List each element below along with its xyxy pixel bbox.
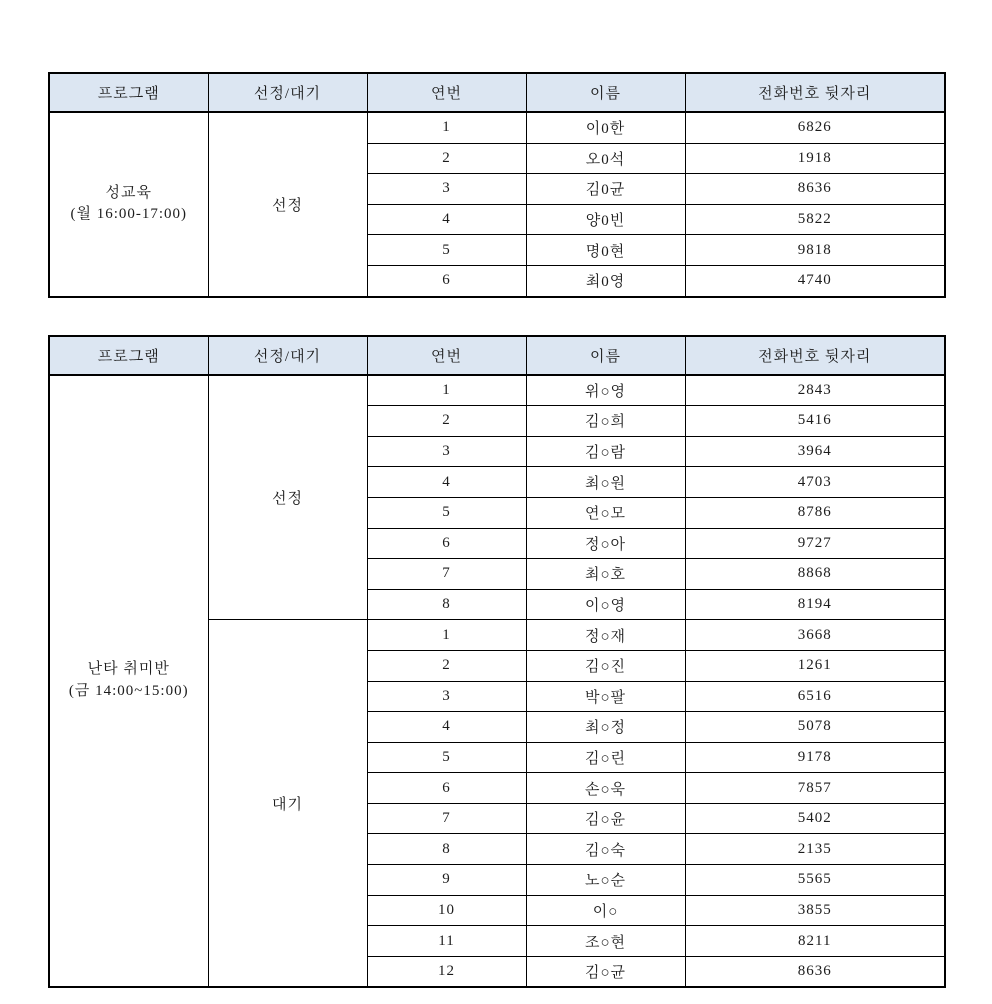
sequence-number-cell: 12 [367, 956, 526, 987]
name-cell: 명0현 [526, 235, 685, 266]
phone-last-digits-cell: 5416 [685, 406, 945, 437]
sequence-number-cell: 4 [367, 204, 526, 235]
phone-last-digits-cell: 9178 [685, 742, 945, 773]
name-cell: 박○팔 [526, 681, 685, 712]
sequence-number-cell: 5 [367, 742, 526, 773]
sequence-number-cell: 2 [367, 650, 526, 681]
phone-last-digits-cell: 5565 [685, 865, 945, 896]
phone-last-digits-cell: 2843 [685, 375, 945, 406]
header-cell: 프로그램 [49, 336, 208, 375]
phone-last-digits-cell: 1261 [685, 650, 945, 681]
name-cell: 정○재 [526, 620, 685, 651]
sequence-number-cell: 3 [367, 436, 526, 467]
phone-last-digits-cell: 8636 [685, 174, 945, 205]
header-row [49, 73, 945, 112]
name-cell: 김○희 [526, 406, 685, 437]
name-cell: 김○람 [526, 436, 685, 467]
phone-last-digits-cell: 8786 [685, 497, 945, 528]
name-cell: 위○영 [526, 375, 685, 406]
name-cell: 김○숙 [526, 834, 685, 865]
name-cell: 김○윤 [526, 803, 685, 834]
phone-last-digits-cell: 2135 [685, 834, 945, 865]
program-name: 성교육 [105, 184, 152, 201]
name-cell: 최○정 [526, 712, 685, 743]
sequence-number-cell: 8 [367, 589, 526, 620]
program-cell [49, 375, 208, 988]
sequence-number-cell: 6 [367, 528, 526, 559]
name-cell: 김○진 [526, 650, 685, 681]
sequence-number-cell: 11 [367, 926, 526, 957]
status-cell: 선정 [208, 112, 367, 297]
program-schedule: (월 16:00-17:00) [70, 206, 188, 223]
name-cell: 손○욱 [526, 773, 685, 804]
name-cell: 최○원 [526, 467, 685, 498]
sequence-number-cell: 1 [367, 112, 526, 143]
header-row [49, 336, 945, 375]
name-cell: 연○모 [526, 497, 685, 528]
sequence-number-cell: 6 [367, 773, 526, 804]
sequence-number-cell: 5 [367, 497, 526, 528]
header-cell: 프로그램 [49, 73, 208, 112]
phone-last-digits-cell: 8636 [685, 956, 945, 987]
sequence-number-cell: 10 [367, 895, 526, 926]
phone-last-digits-cell: 4703 [685, 467, 945, 498]
name-cell: 오0석 [526, 143, 685, 174]
phone-last-digits-cell: 3964 [685, 436, 945, 467]
phone-last-digits-cell: 3855 [685, 895, 945, 926]
sequence-number-cell: 3 [367, 174, 526, 205]
sequence-number-cell: 1 [367, 375, 526, 406]
phone-last-digits-cell: 9727 [685, 528, 945, 559]
phone-last-digits-cell: 7857 [685, 773, 945, 804]
name-cell: 김0균 [526, 174, 685, 205]
header-cell: 선정/대기 [208, 73, 367, 112]
name-cell: 최0영 [526, 265, 685, 296]
header-cell: 선정/대기 [208, 336, 367, 375]
phone-last-digits-cell: 1918 [685, 143, 945, 174]
status-cell: 선정 [208, 375, 367, 620]
program-roster-table-1 [48, 72, 946, 298]
sequence-number-cell: 7 [367, 803, 526, 834]
name-cell: 조○현 [526, 926, 685, 957]
name-cell: 이○ [526, 895, 685, 926]
phone-last-digits-cell: 8194 [685, 589, 945, 620]
name-cell: 이○영 [526, 589, 685, 620]
header-cell: 연번 [367, 336, 526, 375]
sequence-number-cell: 2 [367, 143, 526, 174]
sequence-number-cell: 7 [367, 559, 526, 590]
name-cell: 최○호 [526, 559, 685, 590]
phone-last-digits-cell: 6826 [685, 112, 945, 143]
phone-last-digits-cell: 9818 [685, 235, 945, 266]
sequence-number-cell: 9 [367, 865, 526, 896]
name-cell: 김○균 [526, 956, 685, 987]
phone-last-digits-cell: 4740 [685, 265, 945, 296]
name-cell: 양0빈 [526, 204, 685, 235]
phone-last-digits-cell: 8868 [685, 559, 945, 590]
phone-last-digits-cell: 5078 [685, 712, 945, 743]
name-cell: 정○아 [526, 528, 685, 559]
header-cell: 연번 [367, 73, 526, 112]
table-row [49, 112, 945, 143]
phone-last-digits-cell: 3668 [685, 620, 945, 651]
header-cell: 이름 [526, 336, 685, 375]
header-cell: 전화번호 뒷자리 [685, 336, 945, 375]
sequence-number-cell: 4 [367, 467, 526, 498]
phone-last-digits-cell: 5822 [685, 204, 945, 235]
program-cell [49, 112, 208, 297]
table-row [49, 375, 945, 406]
sequence-number-cell: 4 [367, 712, 526, 743]
sequence-number-cell: 1 [367, 620, 526, 651]
header-cell: 전화번호 뒷자리 [685, 73, 945, 112]
sequence-number-cell: 3 [367, 681, 526, 712]
phone-last-digits-cell: 5402 [685, 803, 945, 834]
program-roster-table-2 [48, 335, 946, 989]
sequence-number-cell: 2 [367, 406, 526, 437]
status-cell: 대기 [208, 620, 367, 988]
program-schedule: (금 14:00~15:00) [68, 683, 189, 699]
header-cell: 이름 [526, 73, 685, 112]
sequence-number-cell: 6 [367, 265, 526, 296]
program-name: 난타 취미반 [87, 661, 170, 678]
phone-last-digits-cell: 6516 [685, 681, 945, 712]
sequence-number-cell: 5 [367, 235, 526, 266]
name-cell: 노○순 [526, 865, 685, 896]
name-cell: 이0한 [526, 112, 685, 143]
phone-last-digits-cell: 8211 [685, 926, 945, 957]
sequence-number-cell: 8 [367, 834, 526, 865]
name-cell: 김○린 [526, 742, 685, 773]
